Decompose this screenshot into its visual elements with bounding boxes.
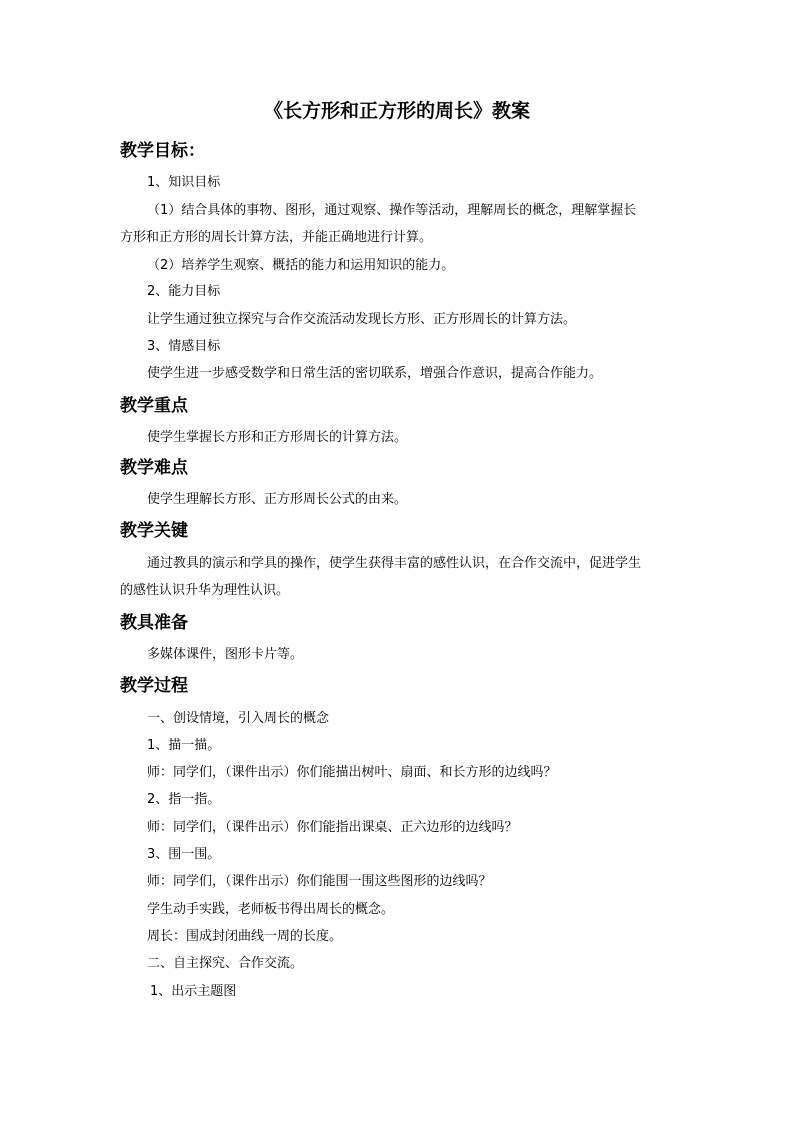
heading-process: 教学过程 [120, 676, 188, 696]
objectives-line: （2）培养学生观察、概括的能力和运用知识的能力。 [147, 258, 455, 273]
objectives-line: 2、能力目标 [147, 284, 221, 299]
objectives-line: 3、情感目标 [147, 339, 221, 354]
objectives-line: 使学生进一步感受数学和日常生活的密切联系，增强合作意识，提高合作能力。 [147, 366, 603, 381]
objectives-line: （1）结合具体的事物、图形，通过观察、操作等活动，理解周长的概念，理解掌握长 [147, 203, 637, 218]
key-line: 的感性认识升华为理性认识。 [120, 583, 290, 598]
objectives-line: 让学生通过独立探究与合作交流活动发现长方形、正方形周长的计算方法。 [147, 312, 577, 327]
process-line: 师：同学们，（课件出示）你们能描出树叶、扇面、和长方形的边线吗？ [147, 765, 557, 780]
objectives-line: 1、知识目标 [147, 175, 221, 190]
materials-line: 多媒体课件，图形卡片等。 [147, 647, 304, 662]
process-line: 一、创设情境，引入周长的概念 [147, 711, 330, 726]
heading-key-points: 教学重点 [120, 396, 188, 416]
heading-difficulties: 教学难点 [120, 458, 188, 478]
key-points-line: 使学生掌握长方形和正方形周长的计算方法。 [147, 430, 408, 445]
document-title: 《长方形和正方形的周长》教案 [263, 100, 530, 122]
process-line: 2、指一指。 [147, 792, 221, 807]
process-line: 周长：围成封闭曲线一周的长度。 [147, 929, 343, 944]
process-line: 1、描一描。 [147, 738, 221, 753]
process-line: 师：同学们，（课件出示）你们能指出课桌、正六边形的边线吗？ [147, 820, 518, 835]
process-line: 3、围一围。 [147, 847, 221, 862]
difficulties-line: 使学生理解长方形、正方形周长公式的由来。 [147, 492, 408, 507]
process-line: 1、出示主题图 [150, 984, 237, 999]
process-line: 学生动手实践，老师板书得出周长的概念。 [147, 902, 395, 917]
heading-key: 教学关键 [120, 521, 188, 541]
objectives-line: 方形和正方形的周长计算方法，并能正确地进行计算。 [120, 230, 433, 245]
process-line: 二、自主探究、合作交流。 [147, 956, 304, 971]
heading-materials: 教具准备 [120, 613, 188, 633]
key-line: 通过教具的演示和学具的操作，使学生获得丰富的感性认识，在合作交流中，促进学生 [147, 556, 642, 571]
process-line: 师：同学们，（课件出示）你们能围一围这些图形的边线吗？ [147, 874, 492, 889]
heading-objectives: 教学目标： [120, 141, 205, 161]
